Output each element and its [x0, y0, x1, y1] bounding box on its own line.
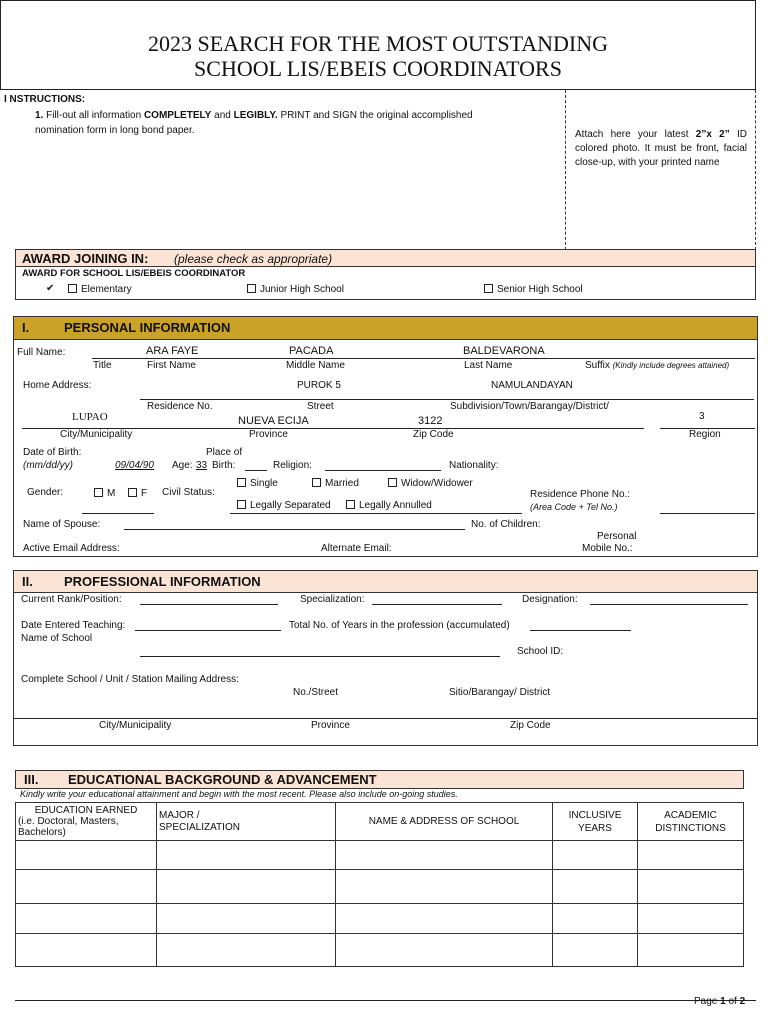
- col-major: MAJOR / SPECIALIZATION: [157, 803, 336, 841]
- caption-residence-no: Residence No.: [147, 401, 213, 412]
- years-label: Total No. of Years in the profession (accumulated): [289, 620, 510, 631]
- checkbox-icon[interactable]: [388, 478, 397, 487]
- checkbox-icon[interactable]: [346, 500, 355, 509]
- col-inclusive-years: INCLUSIVE YEARS: [553, 803, 638, 841]
- col-education-earned: EDUCATION EARNED (i.e. Doctoral, Masters, Bachelors): [16, 803, 157, 841]
- province-value[interactable]: NUEVA ECIJA: [238, 415, 309, 427]
- photo-instructions: Attach here your latest 2”x 2” ID colored photo. It must be front, facial close-up, with your printed name: [575, 129, 747, 168]
- education-header: III. EDUCATIONAL BACKGROUND & ADVANCEMENT: [15, 770, 744, 789]
- caption-first-name: First Name: [147, 360, 196, 371]
- checkbox-icon[interactable]: [484, 284, 493, 293]
- photo-box[interactable]: [565, 90, 756, 250]
- instruction-item-1-line2: nomination form in long bond paper.: [35, 125, 195, 136]
- middle-name-value[interactable]: PACADA: [289, 345, 334, 357]
- table-row[interactable]: [16, 934, 744, 967]
- table-row[interactable]: [16, 904, 744, 934]
- caption-subdivision: Subdivision/Town/Barangay/District/: [450, 401, 609, 412]
- city-value[interactable]: LUPAO: [72, 411, 108, 423]
- children-label: No. of Children:: [471, 519, 541, 530]
- designation-underline: [590, 604, 748, 605]
- alt-email-label: Alternate Email:: [321, 543, 392, 554]
- res-phone-label: Residence Phone No.:: [530, 489, 631, 500]
- mobile-label-line1: Personal: [597, 531, 637, 542]
- civil-single[interactable]: Single: [237, 478, 278, 489]
- caption-pro-zip: Zip Code: [510, 720, 551, 731]
- instructions-heading: I NSTRUCTIONS:: [4, 94, 86, 105]
- designation-label: Designation:: [522, 594, 578, 605]
- specialization-underline: [372, 604, 502, 605]
- civil-widow[interactable]: Widow/Widower: [388, 478, 473, 489]
- civil-separated[interactable]: Legally Separated: [237, 500, 331, 511]
- civil-status-label: Civil Status:: [162, 487, 215, 498]
- street-value[interactable]: PUROK 5: [297, 380, 341, 391]
- checkbox-icon[interactable]: [237, 478, 246, 487]
- checkbox-icon[interactable]: [247, 284, 256, 293]
- full-name-label: Full Name:: [17, 347, 66, 358]
- rank-label: Current Rank/Position:: [21, 594, 122, 605]
- caption-city: City/Municipality: [60, 429, 133, 440]
- caption-region: Region: [689, 429, 721, 440]
- col-school: NAME & ADDRESS OF SCHOOL: [336, 803, 553, 841]
- date-teaching-label: Date Entered Teaching:: [21, 620, 126, 631]
- caption-no-street: No./Street: [293, 687, 339, 698]
- civil-annulled[interactable]: Legally Annulled: [346, 500, 432, 511]
- years-underline: [530, 630, 631, 631]
- caption-street: Street: [307, 401, 334, 412]
- school-label: Name of School: [21, 633, 93, 644]
- instruction-item-1: 1. Fill-out all information COMPLETELY and LEGIBLY. PRINT and SIGN the original accomplished: [35, 110, 473, 121]
- checkbox-icon[interactable]: [68, 284, 77, 293]
- spouse-label: Name of Spouse:: [23, 519, 101, 530]
- pob-underline: [245, 470, 267, 471]
- specialization-label: Specialization:: [300, 594, 365, 605]
- pob-label-line1: Place of: [206, 447, 243, 458]
- gender-label: Gender:: [27, 487, 64, 498]
- page-number: Page 1 of 2: [694, 996, 746, 1007]
- col-distinctions: ACADEMIC DISTINCTIONS: [638, 803, 744, 841]
- education-note: Kindly write your educational attainment and begin with the most recent. Please also include on-going studies.: [20, 789, 458, 799]
- caption-sitio: Sitio/Barangay/ District: [449, 687, 551, 698]
- email-label: Active Email Address:: [23, 543, 120, 554]
- caption-title: Title: [93, 360, 112, 371]
- professional-header: II. PROFESSIONAL INFORMATION: [13, 570, 758, 593]
- spouse-underline: [124, 529, 465, 530]
- education-table-header: [16, 803, 744, 841]
- zip-value[interactable]: 3122: [418, 415, 443, 427]
- gender-female[interactable]: F: [128, 488, 147, 499]
- caption-province: Province: [249, 429, 288, 440]
- option-elementary[interactable]: Elementary: [68, 284, 132, 295]
- caption-last-name: Last Name: [464, 360, 513, 371]
- res-phone-note: (Area Code + Tel No.): [530, 502, 618, 512]
- personal-header: I. PERSONAL INFORMATION: [13, 316, 758, 340]
- pob-label-line2: Birth:: [212, 460, 236, 471]
- religion-label: Religion:: [273, 460, 312, 471]
- table-row[interactable]: [16, 870, 744, 904]
- res-phone-underline: [660, 513, 755, 514]
- subdivision-value[interactable]: NAMULANDAYAN: [491, 380, 573, 391]
- checkbox-icon[interactable]: [94, 488, 103, 497]
- caption-suffix: Suffix (Kindly include degrees attained): [585, 360, 730, 371]
- gender-male[interactable]: M: [94, 488, 115, 499]
- form-title-line1: 2023 SEARCH FOR THE MOST OUTSTANDING: [147, 31, 609, 56]
- caption-middle-name: Middle Name: [286, 360, 345, 371]
- form-title-line2: SCHOOL LIS/EBEIS COORDINATORS: [194, 56, 562, 81]
- mailing-underline: [13, 718, 758, 719]
- age-value[interactable]: 33: [196, 460, 208, 471]
- form-title-box: [0, 0, 756, 90]
- first-name-value[interactable]: ARA FAYE: [146, 345, 199, 357]
- region-value[interactable]: 3: [699, 411, 705, 422]
- civil-married[interactable]: Married: [312, 478, 359, 489]
- name-underline: [92, 358, 755, 359]
- checkbox-icon[interactable]: [312, 478, 321, 487]
- gender-underline: [82, 513, 154, 514]
- table-row[interactable]: [16, 841, 744, 870]
- dob-value[interactable]: 09/04/90: [115, 460, 154, 471]
- address-underline: [140, 399, 754, 400]
- dob-format: (mm/dd/yy): [23, 460, 73, 471]
- award-header: AWARD JOINING IN: (please check as appropriate): [16, 250, 755, 267]
- last-name-value[interactable]: BALDEVARONA: [463, 345, 545, 357]
- checkbox-icon[interactable]: [237, 500, 246, 509]
- award-check-mark: ✔: [46, 283, 55, 294]
- civil-underline: [230, 513, 522, 514]
- home-address-label: Home Address:: [23, 380, 92, 391]
- footer-rule: [15, 1000, 756, 1001]
- option-senior-high[interactable]: Senior High School: [484, 284, 583, 295]
- education-table: [15, 802, 744, 967]
- school-id-label: School ID:: [517, 646, 564, 657]
- religion-underline: [325, 470, 441, 471]
- nationality-label: Nationality:: [449, 460, 499, 471]
- dob-label: Date of Birth:: [23, 447, 82, 458]
- award-subheading: AWARD FOR SCHOOL LIS/EBEIS COORDINATOR: [22, 268, 246, 279]
- caption-pro-province: Province: [311, 720, 350, 731]
- school-underline: [140, 656, 500, 657]
- mailing-address-label: Complete School / Unit / Station Mailing Address:: [21, 674, 239, 685]
- option-junior-high[interactable]: Junior High School: [247, 284, 344, 295]
- mobile-label-line2: Mobile No.:: [582, 543, 633, 554]
- caption-zip: Zip Code: [413, 429, 454, 440]
- date-teaching-underline: [135, 630, 281, 631]
- caption-pro-city: City/Municipality: [99, 720, 172, 731]
- rank-underline: [140, 604, 278, 605]
- checkbox-icon[interactable]: [128, 488, 137, 497]
- age-label: Age:: [172, 460, 193, 471]
